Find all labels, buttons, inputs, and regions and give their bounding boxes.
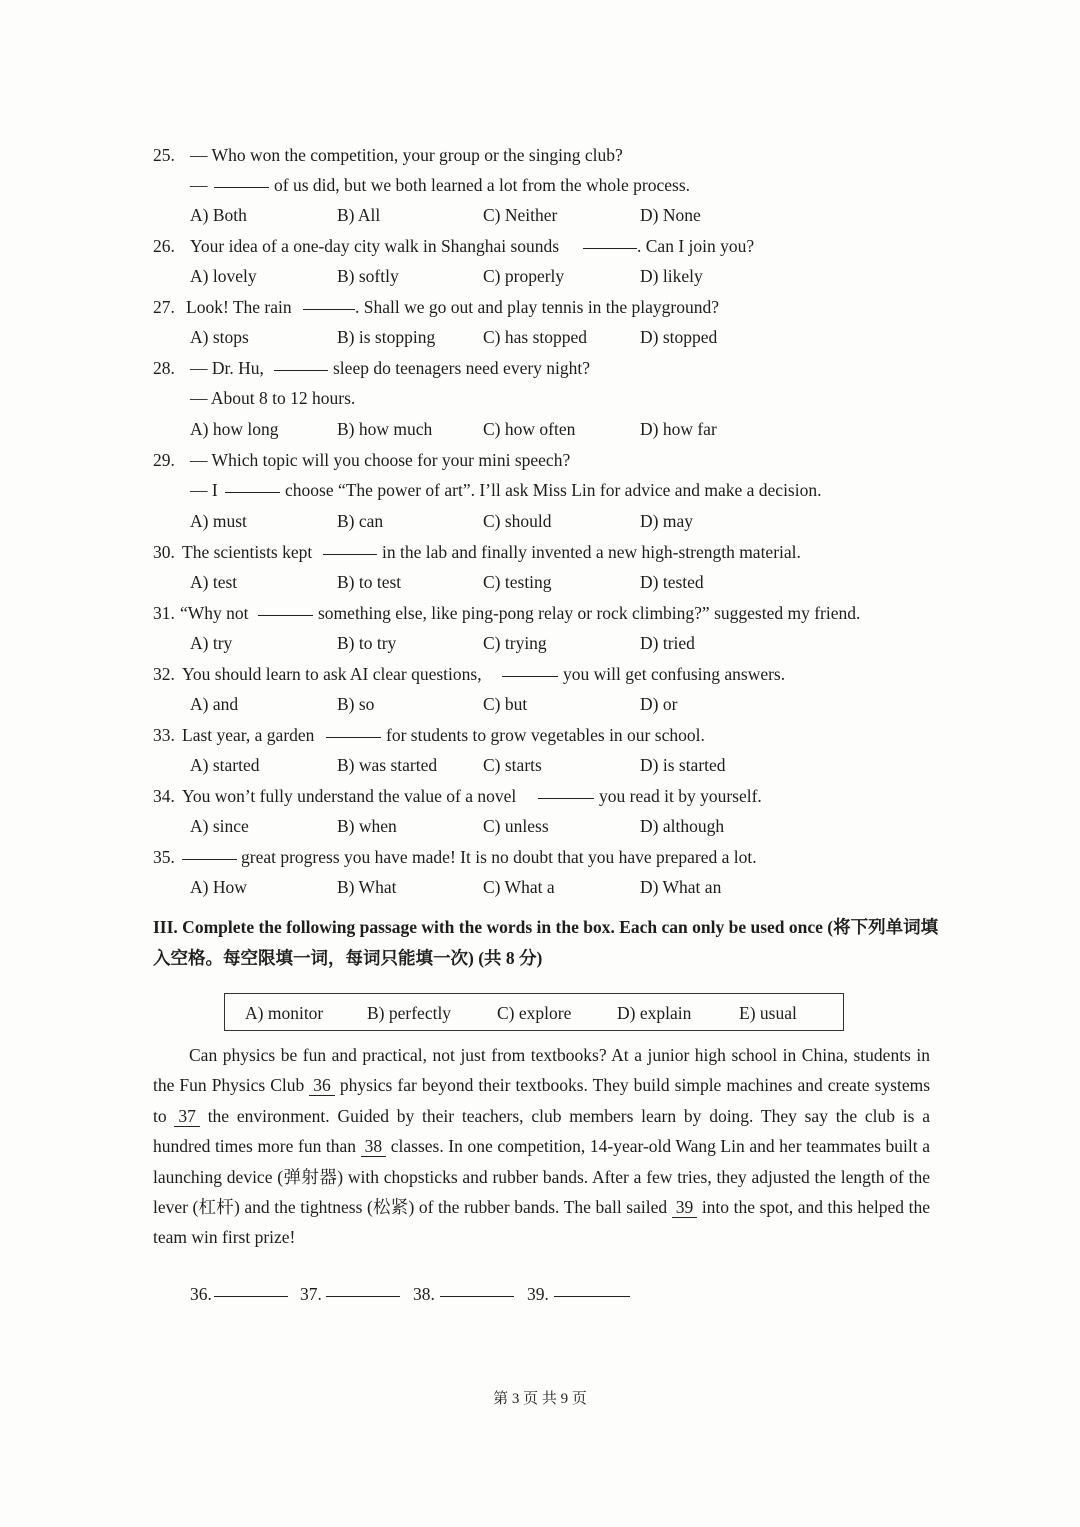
option-a[interactable]: A) try — [190, 633, 233, 653]
word-box — [224, 993, 844, 1031]
question-29-options — [0, 506, 1080, 536]
option-b[interactable]: B) is stopping — [337, 327, 436, 347]
question-number: 25. — [153, 145, 175, 165]
option-c[interactable]: C) but — [483, 694, 528, 714]
page-footer: 第 3 页 共 9 页 — [493, 1391, 587, 1407]
option-d[interactable]: D) is started — [640, 755, 726, 775]
option-b[interactable]: B) to try — [337, 633, 397, 653]
option-c[interactable]: C) testing — [483, 572, 552, 592]
blank-37[interactable]: 37 — [174, 1106, 200, 1127]
option-c[interactable]: C) Neither — [483, 205, 558, 225]
option-d[interactable]: D) What an — [640, 877, 722, 897]
option-b[interactable]: B) so — [337, 694, 375, 714]
option-b[interactable]: B) was started — [337, 755, 438, 775]
question-28-options — [0, 414, 1080, 444]
blank-38[interactable]: 38 — [361, 1136, 387, 1157]
option-b[interactable]: B) can — [337, 511, 384, 531]
option-c[interactable]: C) has stopped — [483, 327, 588, 347]
option-b[interactable]: B) What — [337, 877, 397, 897]
option-c[interactable]: C) how often — [483, 419, 576, 439]
answer-line: 36. 37. 38. 39. — [0, 1279, 1080, 1309]
answer-field-38[interactable] — [440, 1276, 514, 1306]
option-d[interactable]: D) how far — [640, 419, 717, 439]
option-a[interactable]: A) started — [190, 755, 260, 775]
answer-blank[interactable] — [583, 228, 637, 258]
answer-blank[interactable] — [182, 839, 237, 869]
question-27: 27. Look! The rain . Shall we go out and play tennis in the playground? — [0, 292, 1080, 322]
option-c[interactable]: C) properly — [483, 266, 565, 286]
question-34-options — [0, 811, 1080, 841]
option-a[interactable]: A) How — [190, 877, 247, 897]
question-35: 35. great progress you have made! It is no doubt that you have prepared a lot. — [0, 842, 1080, 872]
answer-field-37[interactable] — [326, 1276, 400, 1306]
option-c[interactable]: C) unless — [483, 816, 549, 836]
option-d[interactable]: D) may — [640, 511, 693, 531]
option-d[interactable]: D) None — [640, 205, 701, 225]
question-27-options — [0, 322, 1080, 352]
option-a[interactable]: A) lovely — [190, 266, 257, 286]
question-31-options — [0, 628, 1080, 658]
question-28: 28. — Dr. Hu, sleep do teenagers need every night? — [0, 353, 1080, 383]
option-a[interactable]: A) and — [190, 694, 239, 714]
question-29-reply: — I choose “The power of art”. I’ll ask Miss Lin for advice and make a decision. — [0, 475, 1080, 505]
answer-blank[interactable] — [323, 534, 377, 564]
option-d[interactable]: D) tried — [640, 633, 695, 653]
answer-blank[interactable] — [303, 289, 355, 319]
option-a[interactable]: A) stops — [190, 327, 249, 347]
option-d[interactable]: D) stopped — [640, 327, 718, 347]
word-option: B) perfectly — [367, 1003, 452, 1023]
option-b[interactable]: B) to test — [337, 572, 402, 592]
blank-39[interactable]: 39 — [672, 1197, 698, 1218]
question-34: 34. You won’t fully understand the value of a novel you read it by yourself. — [0, 781, 1080, 811]
answer-blank[interactable] — [502, 656, 558, 686]
answer-blank[interactable] — [258, 595, 313, 625]
question-28-reply: — About 8 to 12 hours. — [190, 388, 356, 408]
option-c[interactable]: C) starts — [483, 755, 542, 775]
question-26-options — [0, 261, 1080, 291]
answer-blank[interactable] — [326, 717, 381, 747]
question-33-options — [0, 750, 1080, 780]
question-35-options — [0, 872, 1080, 902]
passage: Can physics be fun and practical, not just from textbooks? At a junior high school in China, students in the Fun Physics Club 36 physics far beyond their textbooks. They build simple machines and create systems to 37 the environment. Guided by their teachers, club members learn by doing. They say the club is a hundred times more fun than 38 classes. In one competition, 14-year-old Wang Lin and her teammates built a launching device (弹射器) with chopsticks and rubber bands. After a few tries, they adjusted the length of the lever (杠杆) and the tightness (松紧) of the rubber bands. The ball sailed 39 into the spot, and this helped the team win first prize! — [153, 1045, 931, 1248]
option-a[interactable]: A) how long — [190, 419, 279, 439]
answer-field-39[interactable] — [554, 1276, 630, 1306]
option-c[interactable]: C) What a — [483, 877, 555, 897]
option-b[interactable]: B) All — [337, 205, 381, 225]
blank-36[interactable]: 36 — [309, 1075, 335, 1096]
option-d[interactable]: D) tested — [640, 572, 704, 592]
option-d[interactable]: D) or — [640, 694, 678, 714]
question-32: 32. You should learn to ask AI clear questions, you will get confusing answers. — [0, 659, 1080, 689]
question-text: — Who won the competition, your group or the singing club? — [190, 145, 623, 165]
answer-blank[interactable] — [274, 350, 328, 380]
option-a[interactable]: A) Both — [190, 205, 247, 225]
option-b[interactable]: B) how much — [337, 419, 433, 439]
answer-blank[interactable] — [538, 778, 594, 808]
word-option: E) usual — [739, 1003, 797, 1023]
section-3-title: III. Complete the following passage with the words in the box. Each can only be used once (将下列单词填入空格。每空限填一词，每词只能填一次) (共 8 分) — [153, 917, 939, 968]
word-option: C) explore — [497, 1003, 572, 1023]
question-25-options — [0, 200, 1080, 230]
question-33: 33. Last year, a garden for students to grow vegetables in our school. — [0, 720, 1080, 750]
question-30-options — [0, 567, 1080, 597]
question-29: 29. — Which topic will you choose for your mini speech? — [153, 450, 571, 470]
answer-blank[interactable] — [225, 472, 280, 502]
option-a[interactable]: A) must — [190, 511, 247, 531]
option-b[interactable]: B) softly — [337, 266, 399, 286]
question-25-reply: — of us did, but we both learned a lot from the whole process. — [0, 170, 1080, 200]
answer-blank[interactable] — [214, 167, 269, 197]
question-30: 30. The scientists kept in the lab and finally invented a new high-strength material. — [0, 537, 1080, 567]
option-c[interactable]: C) should — [483, 511, 552, 531]
option-c[interactable]: C) trying — [483, 633, 547, 653]
question-26: 26. Your idea of a one-day city walk in Shanghai sounds . Can I join you? — [0, 231, 1080, 261]
word-option: A) monitor — [245, 1003, 324, 1023]
question-31: 31. “Why not something else, like ping-pong relay or rock climbing?” suggested my friend. — [0, 598, 1080, 628]
question-25 — [0, 140, 1080, 170]
option-b[interactable]: B) when — [337, 816, 397, 836]
answer-field-36[interactable] — [214, 1276, 288, 1306]
option-a[interactable]: A) test — [190, 572, 238, 592]
option-a[interactable]: A) since — [190, 816, 249, 836]
word-option: D) explain — [617, 1003, 692, 1023]
question-32-options — [0, 689, 1080, 719]
option-d[interactable]: D) although — [640, 816, 725, 836]
option-d[interactable]: D) likely — [640, 266, 703, 286]
